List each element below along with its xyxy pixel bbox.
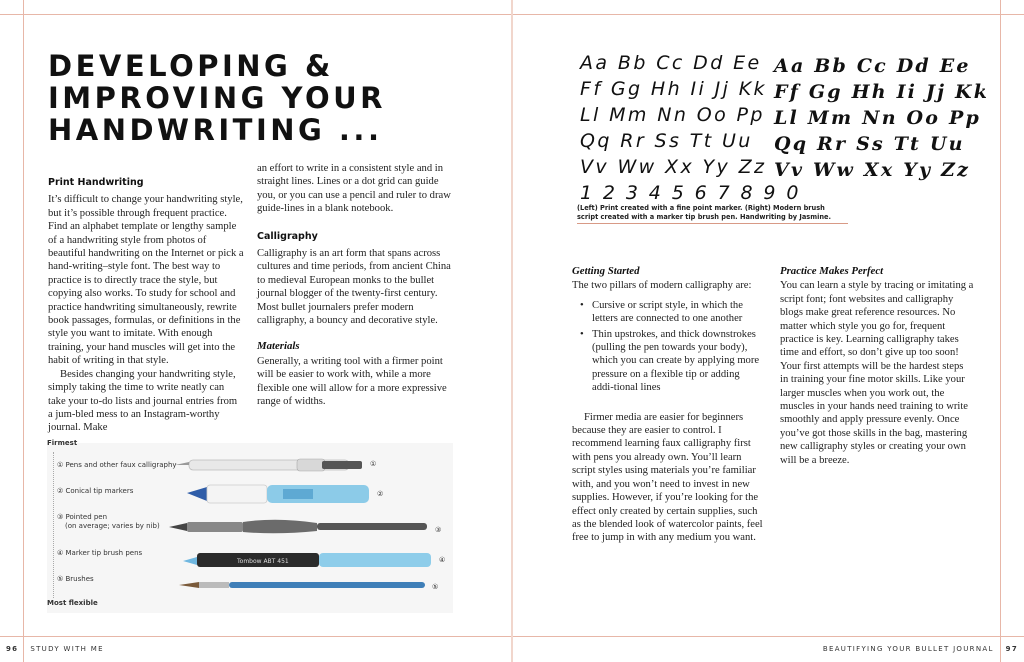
print-alphabet-sample xyxy=(580,50,801,206)
title-line-2: IMPROVING YOUR xyxy=(48,81,387,115)
left-column-1 xyxy=(48,176,244,435)
brush-row-5: Vv Ww Xx Yy Zz xyxy=(774,159,971,181)
firmer-media-paragraph: Firmer media are easier for beginners because they are easier to control. I recommend learning faux calligraphy first with pens you already own. You’ll learn script styles using materials you’re familiar with, and you won’t need to invest in new supplies. However, if you’re looking for the effect only created by certain supplies, such as the blended look of watercolor paints, feel free to jump in with any medium you want. xyxy=(572,411,763,544)
caption-rule xyxy=(577,223,848,224)
paint-brush xyxy=(179,582,425,588)
left-running-head: STUDY WITH ME xyxy=(30,645,104,653)
pen-brand-text: Tombow ABT 451 xyxy=(237,558,289,565)
brush-row-2: Ff Gg Hh Ii Jj Kk xyxy=(774,81,990,103)
item-label-4: ④ Marker tip brush pens xyxy=(57,549,143,557)
item-number-5: ⑤ xyxy=(432,583,439,591)
right-footer xyxy=(823,645,1018,653)
item-number-4: ④ xyxy=(439,556,446,564)
materials-heading: Materials xyxy=(257,340,300,353)
brush-pen xyxy=(183,553,431,567)
print-row-3: Ll Mm Nn Oo Pp xyxy=(580,104,765,126)
print-paragraph-2: Besides changing your handwriting style, simply taking the time to write neatly can take your to-do lists and journal entries from a jum-bled mess to an Instagram-worthy journal. Make xyxy=(48,368,238,434)
list-item: • Thin upstrokes, and thick downstrokes (pulling the pen towards your body), which you can create by applying more pressure on a flexible tip or adding addi-tional lines xyxy=(572,328,764,395)
page-spine xyxy=(511,0,513,662)
right-column-2 xyxy=(780,265,974,467)
item-label-1: ① Pens and other faux calligraphy xyxy=(57,461,177,469)
item-number-1: ① xyxy=(370,460,377,468)
print-paragraph-3: an effort to write in a consistent style and in straight lines. Lines or a dot grid can guide you, or you can use a pencil and ruler to draw guide-lines in a blank notebook. xyxy=(257,163,451,215)
brush-row-1: Aa Bb Cc Dd Ee xyxy=(774,55,971,77)
materials-paragraph: Generally, a writing tool with a firmer point will be easier to work with, while a more flexible one will allow for a more expressive range of widths. xyxy=(257,355,447,408)
practice-heading: Practice Makes Perfect xyxy=(780,265,884,277)
calligraphy-paragraph: Calligraphy is an art form that spans across cultures and time periods, from ancient China to medieval European monks to the bullet journal blogger of the twenty-first century. Most bullet journalers prefer modern calligraphy, a bouncy and decorative style. xyxy=(257,248,451,327)
item-label-2: ② Conical tip markers xyxy=(57,487,134,495)
item-number-2: ② xyxy=(377,490,384,498)
getting-started-intro: The two pillars of modern calligraphy are: xyxy=(572,280,752,292)
practice-paragraph: You can learn a style by tracing or imitating a script font; font websites and calligraphy blogs make great reference resources. No matter which style you go for, frequent practice is key. Learning calligraphy takes time and effort, so don’t give up too soon! Your first attempts will be the hardest steps in training your fine motor skills. Like your larger muscles when you work out, the muscles in your hands need training to write smoothly and apply pressure evenly. Once you’ve got those skills in the bag, mastering new calligraphy styles or creating your own will be a breeze. xyxy=(780,280,974,466)
conical-marker xyxy=(187,485,369,503)
left-footer xyxy=(6,645,104,653)
brush-alphabet-sample xyxy=(774,53,989,183)
page-title xyxy=(48,50,386,146)
title-line-3: HANDWRITING ... xyxy=(48,113,383,147)
print-row-1: Aa Bb Cc Dd Ee xyxy=(580,52,762,74)
print-row-5: Vv Ww Xx Yy Zz xyxy=(580,156,767,178)
title-line-1: DEVELOPING & xyxy=(48,49,334,83)
item-sublabel-3: (on average; varies by nib) xyxy=(65,522,160,530)
pillars-list xyxy=(572,299,764,395)
brush-row-3: Ll Mm Nn Oo Pp xyxy=(774,107,981,129)
item-label-5: ⑤ Brushes xyxy=(57,575,94,583)
left-page-number: 96 xyxy=(6,645,19,653)
margin-guide-left xyxy=(23,0,24,662)
calligraphy-heading: Calligraphy xyxy=(257,230,318,242)
image-caption: (Left) Print created with a fine point marker. (Right) Modern brush script created with a marker tip brush pen. Handwriting by Jasmine. xyxy=(577,204,832,221)
firmest-label: Firmest xyxy=(47,439,78,447)
print-paragraph-1: It’s difficult to change your handwriting style, but it’s possible through frequent practice. Find an alphabet template or lengthy sample of a handwriting style from photos of beautiful handwriting on the Internet or pick a hand-writing–style font. The best way to practice is to directly trace the style, but copying also works. To study for school and practice handwriting simultaneously, rewrite book passages, formulas, or definitions in the style you want to imitate. With enough training, your hand muscles will get into the habit of writing in that style. xyxy=(48,194,244,367)
print-handwriting-heading: Print Handwriting xyxy=(48,177,144,188)
firmness-scale-line xyxy=(53,452,55,598)
right-column-1 xyxy=(572,265,764,545)
print-row-2: Ff Gg Hh Ii Jj Kk xyxy=(580,78,767,100)
print-row-4: Qq Rr Ss Tt Uu xyxy=(580,130,753,152)
gel-pen xyxy=(175,459,362,471)
left-column-2 xyxy=(257,162,453,409)
item-number-3: ③ xyxy=(435,526,442,534)
margin-guide-right xyxy=(1000,0,1001,662)
item-label-3: ③ Pointed pen xyxy=(57,513,108,521)
pointed-pen xyxy=(169,520,427,534)
right-page-number: 97 xyxy=(1005,645,1018,653)
getting-started-heading: Getting Started xyxy=(572,265,640,277)
right-running-head: BEAUTIFYING YOUR BULLET JOURNAL xyxy=(822,645,994,653)
list-item: • Cursive or script style, in which the letters are connected to one another xyxy=(572,299,764,326)
print-row-6: 1 2 3 4 5 6 7 8 9 0 xyxy=(580,182,801,204)
most-flexible-label: Most flexible xyxy=(47,599,98,607)
brush-row-4: Qq Rr Ss Tt Uu xyxy=(774,133,965,155)
